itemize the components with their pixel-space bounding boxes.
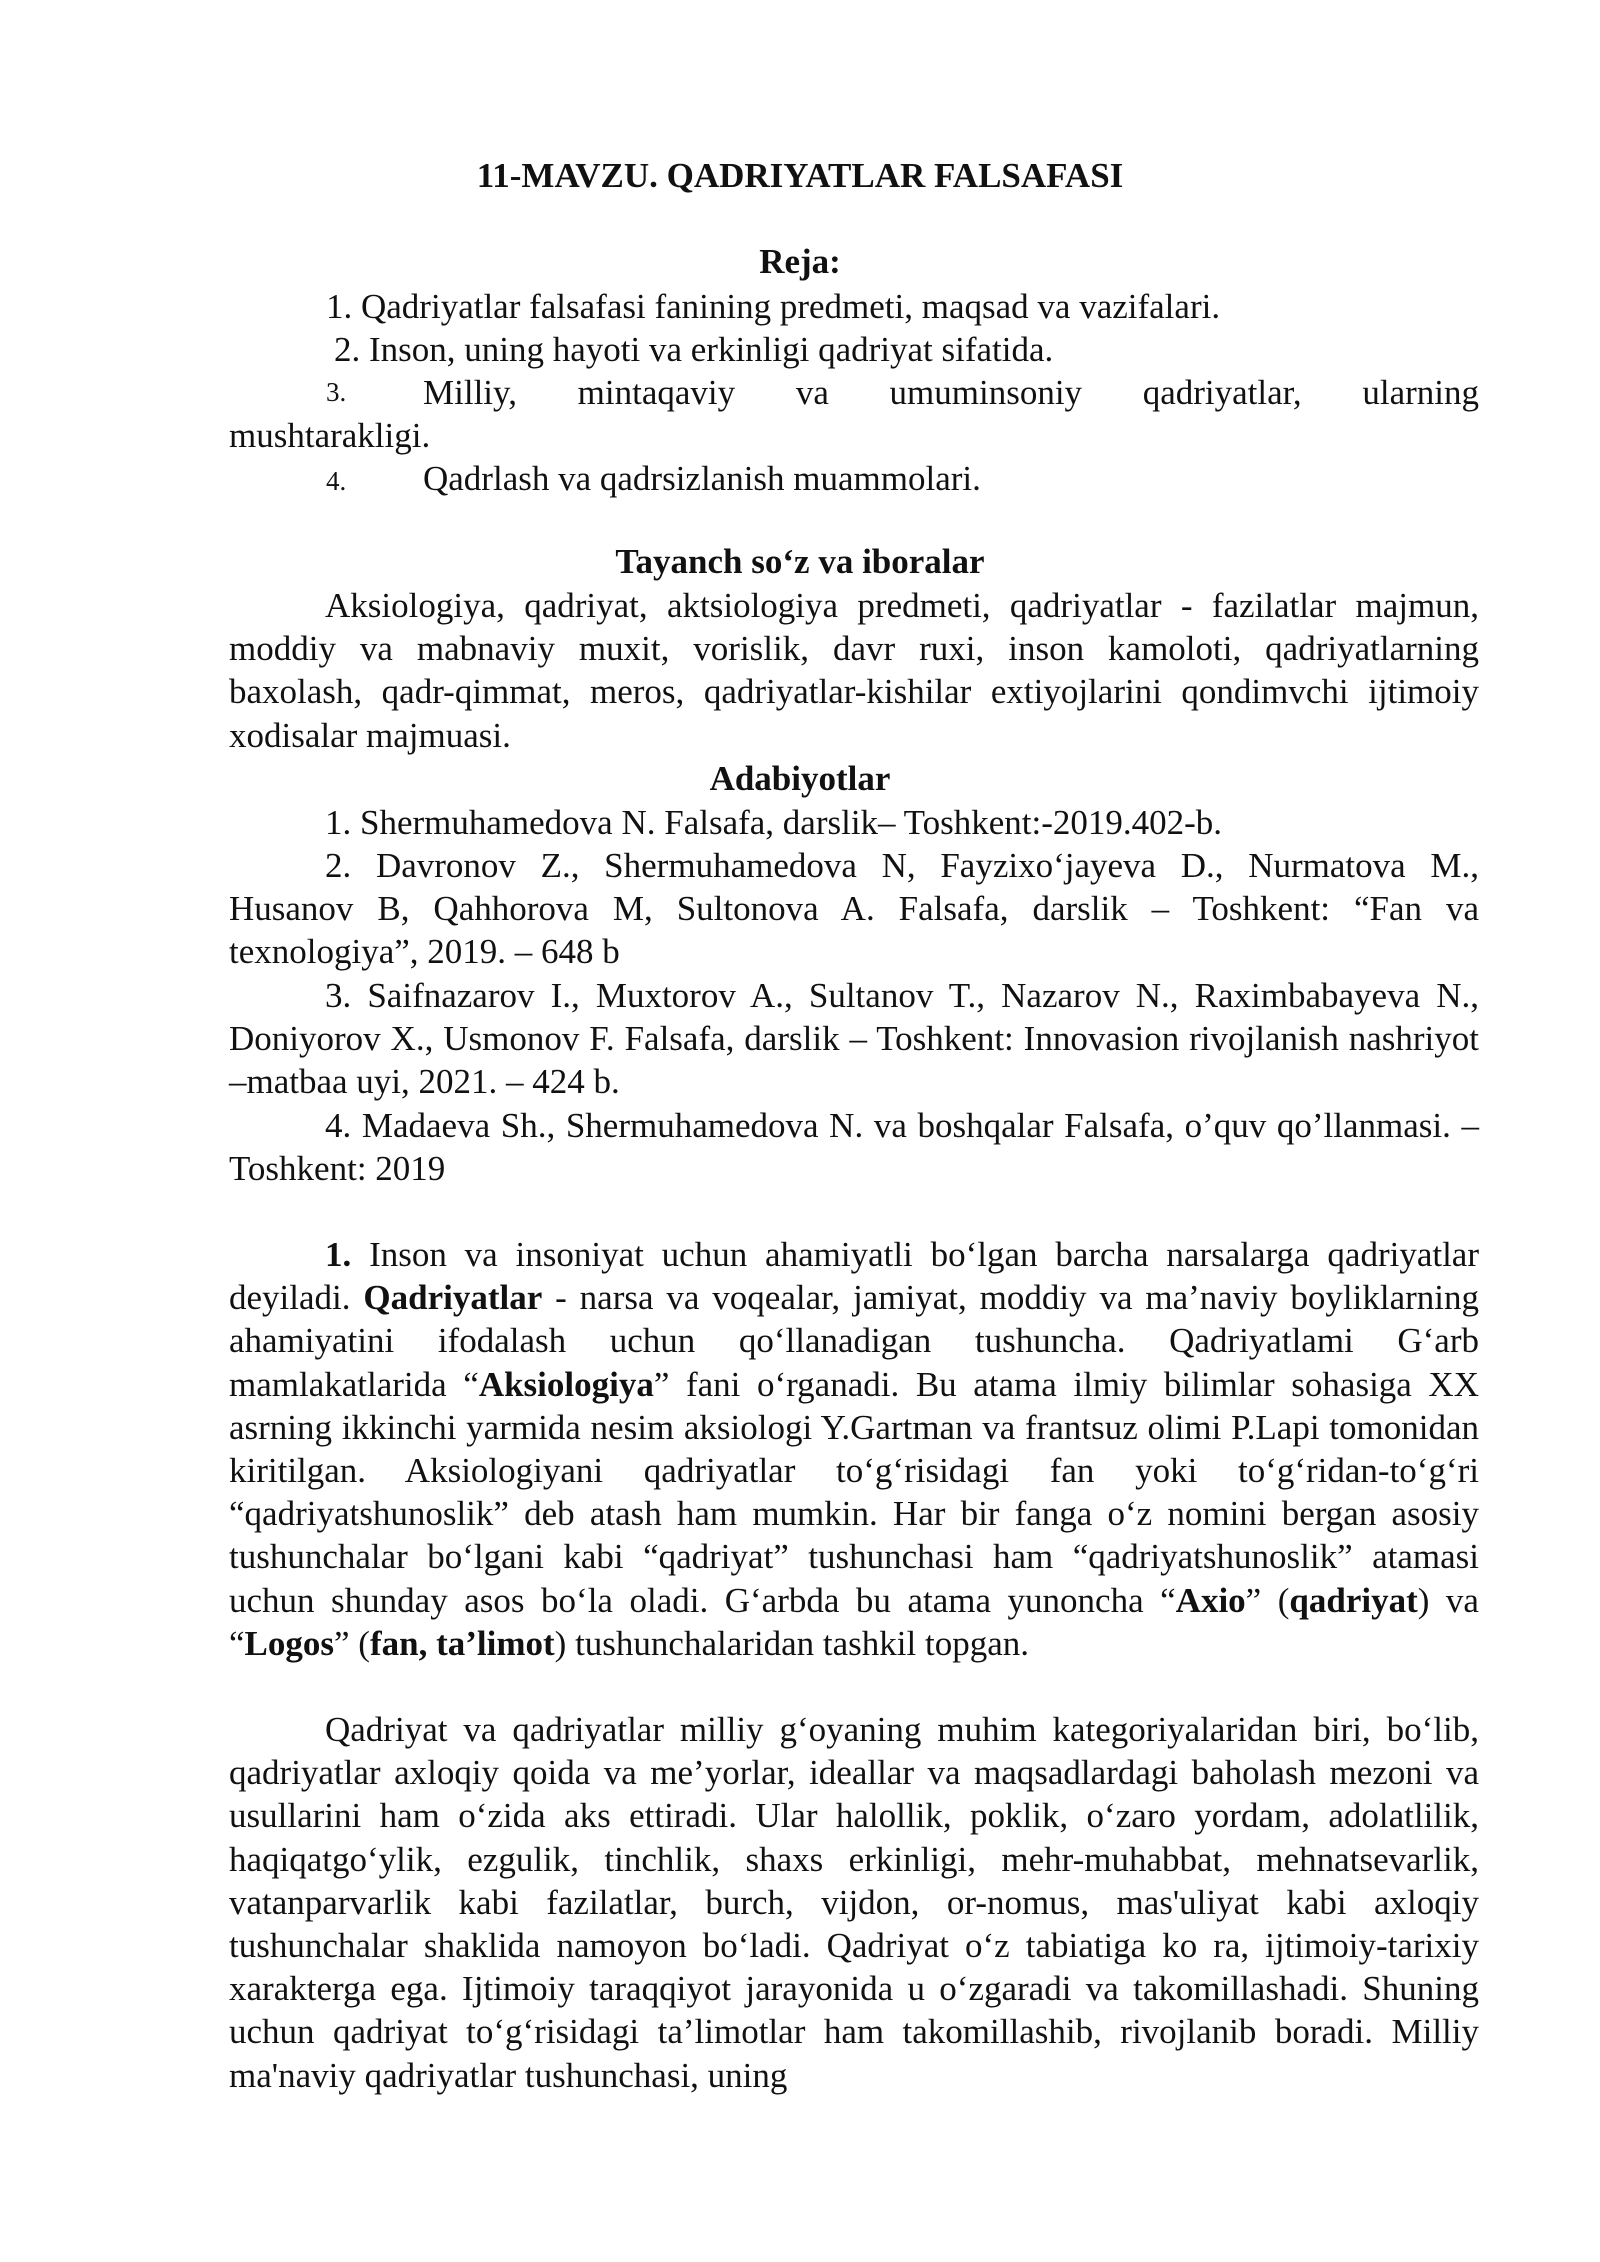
plan-item-number: 3. Milliy, — [326, 373, 517, 412]
keywords-heading: Tayanch so‘z va iboralar — [615, 542, 985, 581]
section-number: 1. — [325, 1235, 352, 1274]
term-bold: fan, ta’limot — [369, 1623, 555, 1663]
literature-item: 2. Davronov Z., Shermuhamedova N, Fayzixo‘jayeva D., Nurmatova M., Husanov B, Qahhorova M, Sultonova A. Falsafa, darslik – Toshkent: “Fan va texnologiya”, 2019. – 648 b — [229, 846, 1479, 972]
term-bold: Logos — [244, 1623, 335, 1663]
plan-item: 1. Qadriyatlar falsafasi fanining predmeti, maqsad va vazifalari. — [326, 287, 1221, 326]
literature-heading: Adabiyotlar — [709, 759, 891, 798]
keywords-paragraph: Aksiologiya, qadriyat, aktsiologiya predmeti, qadriyatlar - fazilatlar majmun, moddiy va mabnaviy muxit, vorislik, davr ruxi, inson kamoloti, qadriyatlarning baxolash, qadr-qimmat, meros, qadriyatlar-kishilar extiyojlarini qondimvchi ijtimoiy xodisalar majmuasi. — [229, 586, 1479, 755]
term-bold: Axio — [1175, 1580, 1246, 1620]
plan-heading: Reja: — [759, 242, 841, 281]
body-paragraph-1: 1. Inson va insoniyat uchun ahamiyatli bo‘lgan barcha narsalarga qadriyatlar deyiladi. Qadriyatlar - narsa va voqealar, jamiyat, moddiy va ma’naviy boyliklarning ahamiyatini ifodalash uchun qo‘llanadigan tushuncha. Qadriyatlami G‘arb mamlakatlarida “Aksiologiya” fani o‘rganadi. Bu atama ilmiy bilimlar sohasiga XX asrning ikkinchi yarmida nesim aksiologi Y.Gartman va frantsuz olimi P.Lapi tomonidan kiritilgan. Aksiologiyani qadriyatlar to‘g‘risidagi fan yoki to‘g‘ridan-to‘g‘ri “qadriyatshunoslik” deb atash ham mumkin. Har bir fanga o‘z nomini bergan asosiy tushunchalar bo‘lgani kabi “qadriyat” tushunchasi ham “qadriyatshunoslik” atamasi uchun shunday asos bo‘la oladi. G‘arbda bu atama yunoncha “Axio” (qadriyat) va “Logos” (fan, ta’limot) tushunchalaridan tashkil topgan. — [229, 1235, 1479, 1663]
plan-item-3-continuation: mushtarakligi. — [229, 416, 431, 455]
literature-item: 1. Shermuhamedova N. Falsafa, darslik– Toshkent:-2019.402-b. — [325, 803, 1223, 842]
literature-item: 3. Saifnazarov I., Muxtorov A., Sultanov T., Nazarov N., Raximbabayeva N., Doniyorov X., Usmonov F. Falsafa, darslik – Toshkent: Innovasion rivojlanish nashriyot –matbaa uyi, 2021. – 424 b. — [229, 976, 1479, 1102]
term-bold: Qadriyatlar — [363, 1278, 543, 1318]
plan-item: 2. Inson, uning hayoti va erkinligi qadriyat sifatida. — [334, 330, 1054, 369]
page-title: 11-MAVZU. QADRIYATLAR FALSAFASI — [476, 156, 1124, 195]
literature-item: 4. Madaeva Sh., Shermuhamedova N. va boshqalar Falsafa, o’quv qo’llanmasi. –Toshkent: 2019 — [229, 1106, 1479, 1189]
term-bold: Aksiologiya — [478, 1364, 654, 1404]
term-bold: qadriyat — [1289, 1580, 1418, 1620]
plan-item-4: 4. Qadrlash va qadrsizlanish muammolari. — [326, 459, 981, 498]
plan-item-3: 3. Milliy, mintaqaviy va umuminsoniy qadriyatlar, ularning — [326, 373, 1479, 412]
body-paragraph-2: Qadriyat va qadriyatlar milliy g‘oyaning muhim kategoriyalaridan biri, bo‘lib, qadriyatlar axloqiy qoida va me’yorlar, ideallar va maqsadlardagi baholash mezoni va usullarini ham o‘zida aks ettiradi. Ular halollik, poklik, o‘zaro yordam, adolatlilik, haqiqatgo‘ylik, ezgulik, tinchlik, shaxs erkinligi, mehr-muhabbat, mehnatsevarlik, vatanparvarlik kabi fazilatlar, burch, vijdon, or-nomus, mas'uliyat kabi axloqiy tushunchalar shaklida namoyon bo‘ladi. Qadriyat o‘z tabiatiga ko ra, ijtimoiy-tarixiy xarakterga ega. Ijtimoiy taraqqiyot jarayonida u o‘zgaradi va takomillashadi. Shuning uchun qadriyat to‘g‘risidagi ta’limotlar ham takomillashib, rivojlanib boradi. Milliy ma'naviy qadriyatlar tushunchasi, uning — [229, 1710, 1479, 2095]
